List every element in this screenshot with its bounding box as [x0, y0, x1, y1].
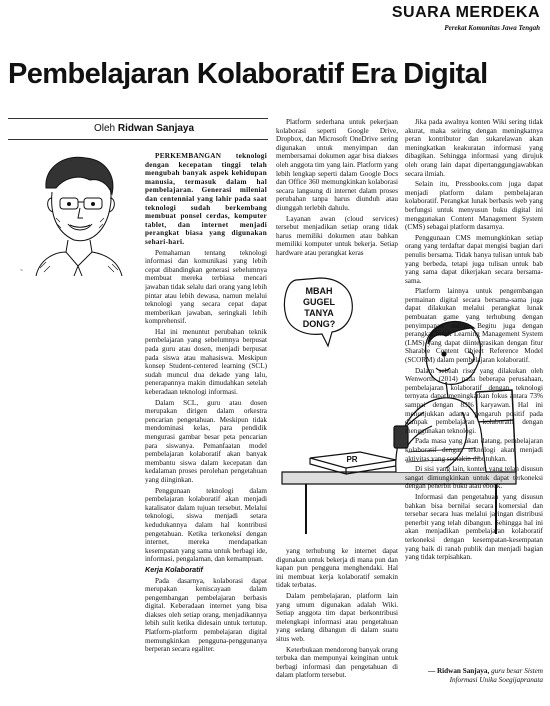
- article-column-2-bottom: [276, 547, 398, 694]
- article-column-2-top: [276, 118, 398, 268]
- byline-author: Ridwan Sanjaya: [117, 123, 195, 134]
- cartoon-book-label: PR: [346, 455, 358, 464]
- paragraph: Pemahaman tentang teknologi informasi dan komunikasi yang lebih cepat dibandingkan generasi sebelumnya membuat mereka terbiasa mencari jawaban tidak selalu dari orang yang lebih pintar atau lebih dewasa, namun melalui teknologi yang secara cepat dapat memberikan jawaban, seringkali lebih komprehensif.: [145, 248, 267, 326]
- paragraph: Layanan awan (cloud services) tersebut menjadikan setiap orang tidak harus memiliki dokumen atau bahkan memiliki komputer untuk bekerja. Setiap hardware atau perangkat keras: [276, 214, 398, 257]
- paragraph: Informasi dan pengetahuan yang disusun bahkan bisa bernilai secara komersial dan tersebar secara luas melalui jaringan distribusi penerbit yang telah dibangun. Sehingga hal ini akan menjadikan pembelajaran kolaboratif terkoneksi dengan kesempatan-kesempatan yang baik di ranah publik dan menjadi bagian yang tidak terpisahkan.: [405, 492, 543, 562]
- author-note: [405, 667, 543, 684]
- paragraph: Di sisi yang lain, konten yang telah disusun sangat dimungkinkan untuk dapat terkoneksi dengan penerbit buku atau ebook.: [405, 465, 543, 491]
- paragraph: Pada dasarnya, kolaborasi dapat merupakan keniscayaan dalam pengembangan pembelajaran berbasis digital. Keberadaan internet yang bisa diakses oleh setiap orang, menjadikannya lebih sulit ketika didesain untuk tertutup. Platform-platform pembelajaran digital memungkinkan pengguna-penggunanya berperan secara egaliter.: [145, 576, 267, 654]
- cartoon-speech-line-3: TANYA: [304, 308, 334, 318]
- paragraph: Penggunaan teknologi dalam pembelajaran kolaboratif akan menjadi katalisator dalam tujuan tersebut. Melalui teknologi, siswa menjadi setara kedudukannya dalam hal kontribusi pengetahuan. Ketika terkoneksi dengan internet, mereka mendapatkan kesempatan yang sama untuk berbagi ide, informasi, pengalaman, dan kemampuan.: [145, 486, 267, 564]
- lead-paragraph: PERKEMBANGAN teknologi dengan kecepatan tinggi telah mengubah banyak aspek kehidupan manusia, termasuk dalam hal pembelajaran. Generasi milenial dan centennial yang lahir pada saat teknologi sudah berkembang membuat ponsel cerdas, komputer tablet, dan internet menjadi perangkat biasa yang digunakan sehari-hari.: [145, 152, 267, 246]
- paragraph: Dalam sebuah riset yang dilakukan oleh Wenworth (2014) pada beberapa perusahaan, pembelajaran kolaboratif dengan teknologi ternyata dapat meningkatkan fokus antara 73% sampai dengan 83% karyawan. Hal ini menunjukkan adanya pengaruh positif pada dampak pembelajaran kolaboratif dengan menggunakan teknologi.: [405, 366, 543, 435]
- author-portrait-illustration: [16, 148, 138, 278]
- paragraph: Jika pada awalnya konten Wiki sering tidak akurat, maka seiring dengan meningkatnya peran kontributor dan sukarelawan akan meningkatkan keakuratan informasi yang dibagikan. Sehingga informasi yang dirujuk oleh orang lain dapat dipertanggungjawabkan secara ilmiah.: [405, 118, 543, 178]
- svg-text:~: ~: [20, 268, 23, 274]
- author-note-role: guru besar Sistem Informasi Unika Soegijapranata: [449, 667, 543, 684]
- newspaper-tagline: Perekat Komunitas Jawa Tengah: [444, 24, 540, 32]
- paragraph: Pada masa yang akan datang, pembelajaran kolaboratif dengan teknologi akan menjadi aktivitas yang semakin dibutuhkan.: [405, 437, 543, 463]
- byline-prefix: Oleh: [94, 123, 116, 134]
- paragraph: Hal ini menuntut perubahan teknik pembelajaran yang sebelumnya berpusat pada guru atau dosen, menjadi berpusat pada siswa atau mahasiswa. Meskipun konsep Student-centered learning (SCL) sudah muncul dua dekade yang lalu, penerapannya makin dimudahkan setelah keberadaan teknologi informasi.: [145, 327, 267, 397]
- masthead: [392, 4, 540, 32]
- newspaper-name: SUARA MERDEKA: [391, 4, 540, 21]
- paragraph: Keterbukaan mendorong banyak orang terbuka dan mempunyai keinginan untuk berbagi informasi dan pengetahuan di dalam platform tersebut.: [276, 645, 398, 680]
- cartoon-speech-line-4: DONG?: [302, 319, 336, 329]
- paragraph: [145, 152, 267, 247]
- article-column-3: [405, 118, 543, 663]
- paragraph: Platform sederhana untuk pekerjaan kolaborasi seperti Google Drive, Dropbox, dan Microsoft OneDrive sering digunakan untuk menyimpan dan membersamai dokumen agar bisa diakses oleh anggota tim yang lain. Platform yang lebih lengkap seperti dalam Google Docs dan Office 360 memungkinkan kolaborasi secara langsung di internet dalam proses perubahan tanpa harus diunduh atau diunggah terlebih dahulu.: [276, 118, 398, 212]
- author-note-name: — Ridwan Sanjaya,: [427, 667, 490, 675]
- paragraph: Platform lainnya untuk pengembangan permainan digital secara bersama-sama juga dapat dilakukan melalui perangkat lunak pembuatan game yang terhubung dengan penyimpanan online. Begitu juga dengan perangkat lunak Learning Management System (LMS) yang dapat diintegrasikan dengan fitur Sharable Content Object Reference Model (SCORM) dalam pembelajaran kolaboratif.: [405, 287, 543, 365]
- paragraph: Penggunaan CMS memungkinkan setiap orang yang terdaftar dapat mengisi bagian dari penulis bersama. Tidak hanya tulisan untuk bab yang berbeda, tetapi juga tulisan untuk bab yang sama dapat dikerjakan secara bersama-sama.: [405, 233, 543, 285]
- article-headline: Pembelajaran Kolaboratif Era Digital: [8, 58, 488, 90]
- section-subhead: Kerja Kolaboratif: [145, 564, 203, 574]
- article-column-1: [145, 152, 267, 686]
- paragraph: Dalam pembelajaran, platform lain yang umum digunakan adalah Wiki. Setiap anggota tim dapat berkontribusi melengkapi informasi atau pengetahuan yang sedang dibangun di dalam suatu situs web.: [276, 591, 398, 643]
- paragraph: Dalam SCL, guru atau dosen merupakan dirigen dalam orkestra pencarian pengetahuan. Meskipun tidak mendominasi kelas, para pendidik mengurasi gambar besar peta pencarian para siswanya. Pemanfaatan model pembelajaran kolaboratif akan banyak membantu siswa dalam kecepatan dan kedalaman proses perolehan pengetahuan yang diinginkan.: [145, 398, 267, 484]
- byline: [8, 118, 268, 140]
- cartoon-speech-line-1: MBAH: [305, 286, 333, 296]
- paragraph: Selain itu, Pressbooks.com juga dapat menjadi platform dalam pembelajaran kolaboratif. Perangkat lunak berbasis web yang berfungsi untuk menyusun buku digital ini menggunakan Content Management System (CMS) sebagai platform dasarnya.: [405, 180, 543, 232]
- paragraph: yang terhubung ke internet dapat digunakan untuk bekerja di mana pun dan kapan pun pengguna menghendaki. Hal ini membuat kerja kolaboratif semakin tidak terbatas.: [276, 547, 398, 590]
- cartoon-speech-line-2: GUGEL: [302, 297, 336, 307]
